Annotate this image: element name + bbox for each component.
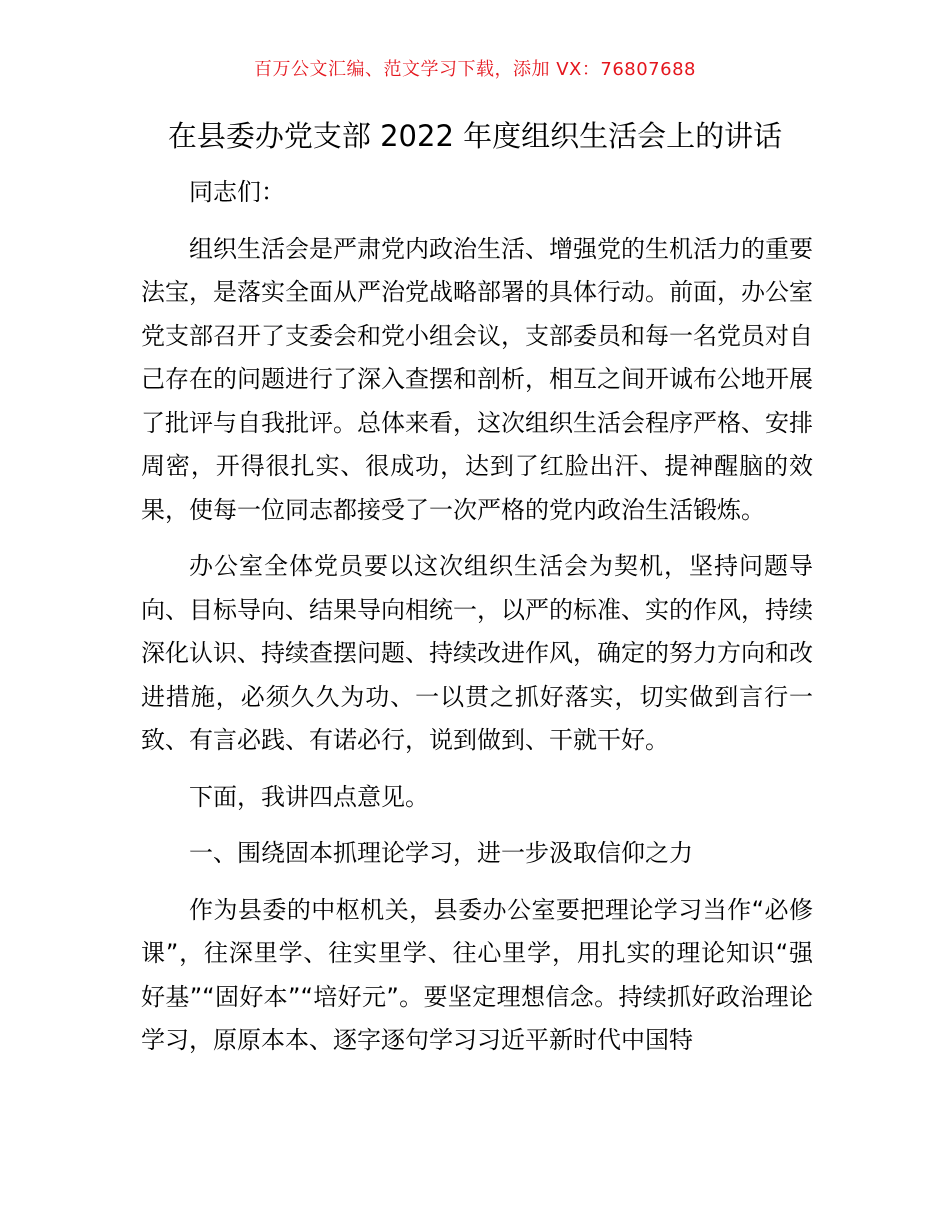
body-paragraph: 组织生活会是严肃党内政治生活、增强党的生机活力的重要法宝，是落实全面从严治党战略部署的具体行动。前面，办公室党支部召开了支委会和党小组会议，支部委员和每一名党员对自己存在的问题进行了深入查摆和剖析，相互之间开诚布公地开展了批评与自我批评。总体来看，这次组织生活会程序严格、安排周密，开得很扎实、很成功，达到了红脸出汗、提神醒脑的效果，使每一位同志都接受了一次严格的党内政治生活锻炼。 <box>141 234 813 524</box>
section-heading: 一、围绕固本抓理论学习，进一步汲取信仰之力 <box>189 839 693 867</box>
body-paragraph: 作为县委的中枢机关，县委办公室要把理论学习当作“必修课”，往深里学、往实里学、往心里学，用扎实的理论知识“强好基”“固好本”“培好元”。要坚定理想信念。持续抓好政治理论学习，原原本本、逐字逐句学习习近平新时代中国特 <box>141 895 813 1054</box>
body-paragraph: 下面，我讲四点意见。 <box>189 782 429 811</box>
document-body <box>141 171 813 1076</box>
header-note: 百万公文汇编、范文学习下载，添加 VX：76807688 <box>254 59 696 80</box>
document-title: 在县委办党支部 2022 年度组织生活会上的讲话 <box>167 119 783 153</box>
body-paragraph: 办公室全体党员要以这次组织生活会为契机，坚持问题导向、目标导向、结果导向相统一，以严的标准、实的作风，持续深化认识、持续查摆问题、持续改进作风，确定的努力方向和改进措施，必须久久为功、一以贯之抓好落实，切实做到言行一致、有言必践、有诺必行，说到做到、干就干好。 <box>141 552 813 754</box>
salutation-paragraph: 同志们： <box>189 178 285 206</box>
